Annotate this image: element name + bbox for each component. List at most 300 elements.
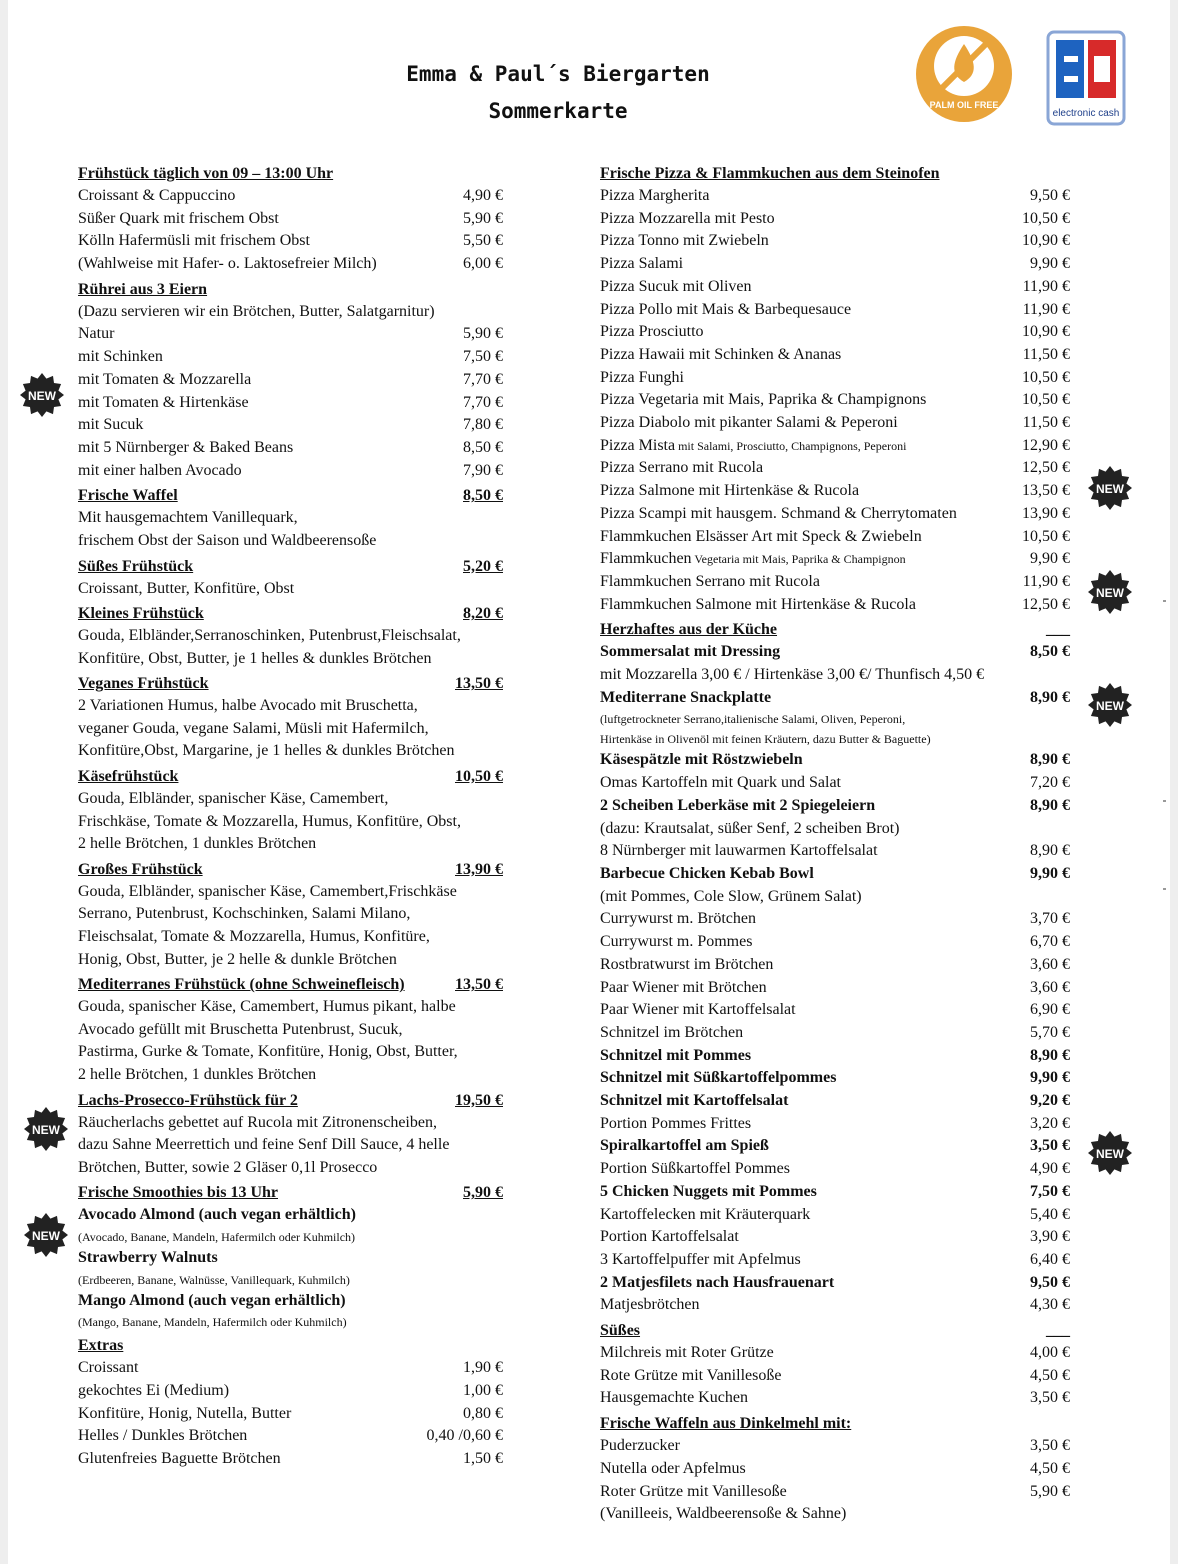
item-detail: mit Salami, Prosciutto, Champignons, Peperoni [675,438,907,453]
item-price: 7,20 € [1030,774,1070,792]
section-title: Käsefrühstück [78,768,179,786]
item-price: 3,20 € [1030,1114,1070,1132]
item-name: 8 Nürnberger mit lauwarmen Kartoffelsalat [600,842,878,860]
item-name: Portion Pommes Frittes [600,1114,752,1132]
new-badge-label: NEW [1096,1147,1124,1161]
menu-item [600,1435,1070,1458]
menu-page [8,0,1170,1564]
smoothie-name: Mango Almond (auch vegan erhältlich) [78,1291,346,1309]
section-description: Honig, Obst, Butter, je 2 helle & dunkle Brötchen [78,950,397,968]
new-badge-icon [1088,466,1132,510]
margin-mark [1163,888,1166,890]
section-description: Konfitüre,Obst, Margarine, je 1 helles & dunkles Brötchen [78,742,455,760]
section-title: Süßes Frühstück [78,557,194,575]
item-price: 8,90 € [1030,842,1070,860]
menu-item [78,253,503,276]
item-name: Pizza Prosciutto [600,323,704,341]
item-name: Pizza Scampi mit hausgem. Schmand & Cherrytomaten [600,504,957,522]
item-name: Schnitzel mit Süßkartoffelpommes [600,1069,837,1087]
menu-item [600,276,1070,299]
menu-item [600,664,1070,687]
menu-item [600,795,1070,818]
menu-item [600,1158,1070,1181]
new-badge-icon [20,373,64,417]
menu-item [600,412,1070,435]
item-name: Pizza Mista mit Salami, Prosciutto, Champignons, Peperoni [600,436,907,454]
section-description: (Dazu servieren wir ein Brötchen, Butter, Salatgarnitur) [78,302,435,320]
new-badge-label: NEW [1096,699,1124,713]
smoothie-name: Strawberry Walnuts [78,1248,218,1266]
item-price: 3,60 € [1030,978,1070,996]
section-heading [78,859,503,881]
item-name: Croissant & Cappuccino [78,187,236,204]
item-price: 9,90 € [1030,864,1070,882]
item-name: mit Tomaten & Mozzarella [78,370,252,388]
menu-item [600,253,1070,276]
section-heading [78,1182,503,1204]
item-name: Süßer Quark mit frischem Obst [78,209,279,227]
item-name: Puderzucker [600,1437,680,1455]
section-description: veganer Gouda, vegane Salami, Müsli mit Hafermilch, [78,719,429,737]
section-price: 5,90 € [463,1184,503,1202]
item-name: Käsespätzle mit Röstzwiebeln [600,751,803,769]
item-name: Helles / Dunkles Brötchen [78,1427,248,1445]
item-price: 5,50 € [463,232,503,250]
item-price: 0,80 € [463,1404,503,1422]
item-detail: Hirtenkäse in Olivenöl mit feinen Kräutern, dazu Butter & Baguette) [600,732,931,747]
item-price: 10,50 € [1022,391,1070,409]
item-price: 3,50 € [1030,1437,1070,1455]
menu-item [600,1045,1070,1068]
menu-item [600,594,1070,617]
section-title: Süßes [600,1322,641,1340]
item-price: 4,50 € [1030,1459,1070,1477]
menu-item [600,321,1070,344]
item-price: 3,90 € [1030,1228,1070,1246]
item-name: Flammkuchen Salmone mit Hirtenkäse & Rucola [600,595,916,613]
menu-item [78,346,503,369]
item-price: 8,50 € [1030,643,1070,661]
section-heading [78,485,503,507]
item-detail: (luftgetrockneter Serrano,italienische Salami, Oliven, Peperoni, [600,712,906,727]
item-name: (dazu: Krautsalat, süßer Senf, 2 scheiben Brot) [600,819,900,837]
section-title: Großes Frühstück [78,860,203,878]
item-name: 2 Scheiben Leberkäse mit 2 Spiegeleiern [600,796,876,814]
palm-oil-free-icon [912,22,1016,126]
electronic-cash-icon [1046,30,1126,126]
menu-item [600,571,1070,594]
section-description: Mit hausgemachtem Vanillequark, [78,509,298,527]
item-price: 7,50 € [463,348,503,366]
item-price: 5,40 € [1030,1205,1070,1223]
item-name: Pizza Sucuk mit Oliven [600,277,752,295]
menu-item [600,526,1070,549]
item-price: 3,50 € [1030,1389,1070,1407]
menu-item [78,1380,503,1403]
ec-text: electronic cash [1052,108,1120,119]
menu-item [600,230,1070,253]
section-description: Räucherlachs gebettet auf Rucola mit Zitronenscheiben, [78,1113,437,1131]
item-name: Milchreis mit Roter Grütze [600,1344,774,1362]
menu-item [600,1481,1070,1504]
menu-item [600,503,1070,526]
new-badge-icon [24,1107,68,1151]
section-heading [78,766,503,788]
margin-mark [1163,800,1166,802]
menu-item [600,749,1070,772]
menu-item [600,840,1070,863]
menu-item [600,1022,1070,1045]
item-name: Flammkuchen Elsässer Art mit Speck & Zwiebeln [600,527,922,545]
section-price: 19,50 € [455,1091,503,1109]
section-description: Gouda, Elbländer, spanischer Käse, Camembert, [78,790,389,808]
menu-item [600,1294,1070,1317]
menu-item [78,392,503,415]
item-name: Pizza Margherita [600,187,710,204]
item-name: Currywurst m. Pommes [600,933,753,951]
section-description: Gouda, spanischer Käse, Camembert, Humus pikant, halbe [78,998,456,1016]
item-price: 8,90 € [1030,751,1070,769]
menu-item [78,1448,503,1471]
smoothie-name: Avocado Almond (auch vegan erhältlich) [78,1206,356,1224]
item-price: 10,90 € [1022,323,1070,341]
item-price: 9,20 € [1030,1092,1070,1110]
menu-item [600,908,1070,931]
section-heading [78,556,503,578]
section-heading [600,1320,1070,1342]
menu-item [600,863,1070,886]
item-price: 5,90 € [463,209,503,227]
section-description: 2 helle Brötchen, 1 dunkles Brötchen [78,1066,317,1084]
item-price: 6,70 € [1030,933,1070,951]
section-trail: ___ [1046,1322,1070,1340]
item-name: mit einer halben Avocado [78,461,242,479]
item-name: Kölln Hafermüsli mit frischem Obst [78,232,310,250]
item-price: 12,50 € [1022,595,1070,613]
item-name: Hausgemachte Kuchen [600,1389,748,1407]
item-name: Rote Grütze mit Vanillesoße [600,1366,782,1384]
item-name: Pizza Salmone mit Hirtenkäse & Rucola [600,482,860,500]
menu-item [600,1387,1070,1410]
item-name: Paar Wiener mit Brötchen [600,978,767,996]
item-name: Rostbratwurst im Brötchen [600,955,774,973]
item-price: 10,50 € [1022,527,1070,545]
section-description: Brötchen, Butter, sowie 2 Gläser 0,1l Prosecco [78,1158,378,1176]
item-name: Pizza Mozzarella mit Pesto [600,209,775,227]
section-trail: ___ [1046,621,1070,639]
menu-item [78,1403,503,1426]
item-name: mit Mozzarella 3,00 € / Hirtenkäse 3,00 €/ Thunfisch 4,50 € [600,666,985,684]
item-price: 4,90 € [463,187,503,204]
menu-item [600,1135,1070,1158]
item-price: 11,50 € [1022,414,1070,432]
section-title: Rührei aus 3 Eiern [78,280,208,298]
item-name: Currywurst m. Brötchen [600,910,756,928]
item-name: (Wahlweise mit Hafer- o. Laktosefreier Milch) [78,255,377,273]
menu-item [600,886,1070,909]
section-title: Extras [78,1337,124,1355]
item-price: 7,80 € [463,416,503,434]
item-name: mit Sucuk [78,416,144,434]
new-badge-icon [1088,1131,1132,1175]
item-name: Pizza Tonno mit Zwiebeln [600,232,769,250]
menu-item [600,185,1070,208]
item-price: 8,90 € [1030,688,1070,706]
item-name: Paar Wiener mit Kartoffelsalat [600,1001,796,1019]
item-price: 7,70 € [463,393,503,411]
new-badge-icon [1088,683,1132,727]
item-name: 5 Chicken Nuggets mit Pommes [600,1182,817,1200]
section-heading [78,673,503,695]
item-name: Flammkuchen Vegetaria mit Mais, Paprika & Champignon [600,550,906,568]
item-price: 4,90 € [1030,1160,1070,1178]
item-price: 6,40 € [1030,1250,1070,1268]
section-description: Serrano, Putenbrust, Kochschinken, Salami Milano, [78,905,411,923]
section-description: Konfitüre, Obst, Butter, je 1 helles & dunkles Brötchen [78,649,432,667]
menu-item [600,457,1070,480]
item-price: 12,90 € [1022,436,1070,454]
item-price: 7,90 € [463,461,503,479]
item-detail: Vegetaria mit Mais, Paprika & Champignon [691,552,906,567]
menu-item [600,1090,1070,1113]
menu-item [600,1249,1070,1272]
menu-item [600,208,1070,231]
section-heading [78,603,503,625]
menu-item [600,480,1070,503]
item-name: Pizza Serrano mit Rucola [600,459,764,477]
section-price: 13,50 € [455,675,503,693]
item-name: Pizza Funghi [600,368,684,386]
menu-item [600,1067,1070,1090]
margin-mark [1163,600,1166,602]
item-price: 6,90 € [1030,1001,1070,1019]
section-price: 13,90 € [455,860,503,878]
menu-item [600,999,1070,1022]
item-price: 13,90 € [1022,504,1070,522]
item-price: 9,50 € [1030,187,1070,204]
section-price: 10,50 € [455,768,503,786]
item-name: mit Tomaten & Hirtenkäse [78,393,249,411]
item-name: Omas Kartoffeln mit Quark und Salat [600,774,841,792]
item-name: Pizza Diabolo mit pikanter Salami & Peperoni [600,414,898,432]
item-name: 2 Matjesfilets nach Hausfrauenart [600,1273,835,1291]
item-name: Pizza Salami [600,255,684,273]
right-column [600,160,1070,1526]
item-name: Sommersalat mit Dressing [600,643,781,661]
item-price: 10,90 € [1022,232,1070,250]
section-description: Pastirma, Gurke & Tomate, Konfitüre, Honig, Obst, Butter, [78,1043,458,1061]
item-price: 5,90 € [1030,1482,1070,1500]
section-price: 8,20 € [463,605,503,623]
menu-item [600,1342,1070,1365]
menu-item [78,460,503,483]
section-description: Croissant, Butter, Konfitüre, Obst [78,579,295,597]
section-price: 8,50 € [463,487,503,505]
menu-item [600,772,1070,795]
section-title: Mediterranes Frühstück (ohne Schweinefleisch) [78,976,405,994]
menu-item [600,367,1070,390]
section-heading [78,279,503,301]
left-column [78,160,503,1471]
item-name: Schnitzel mit Pommes [600,1046,752,1064]
item-name: (mit Pommes, Cole Slow, Grünem Salat) [600,887,862,905]
item-name: 3 Kartoffelpuffer mit Apfelmus [600,1250,801,1268]
section-description: (Vanilleeis, Waldbeerensoße & Sahne) [600,1505,847,1523]
menu-item [78,323,503,346]
smoothie-ingredients: (Mango, Banane, Mandeln, Hafermilch oder Kuhmilch) [78,1315,347,1330]
item-price: 4,50 € [1030,1366,1070,1384]
section-description: Gouda, Elbländer, spanischer Käse, Camembert,Frischkäse [78,882,457,900]
item-price: 1,50 € [463,1449,503,1467]
menu-item [78,1425,503,1448]
menu-item [600,1365,1070,1388]
item-name: Roter Grütze mit Vanillesoße [600,1482,787,1500]
section-title: Frische Waffeln aus Dinkelmehl mit: [600,1415,852,1433]
item-name: Flammkuchen Serrano mit Rucola [600,572,820,590]
menu-item [600,818,1070,841]
section-description: Frischkäse, Tomate & Mozzarella, Humus, Konfitüre, Obst, [78,812,461,830]
item-price: 7,50 € [1030,1182,1070,1200]
menu-item [600,641,1070,664]
item-name: Spiralkartoffel am Spieß [600,1137,769,1155]
item-price: 3,70 € [1030,910,1070,928]
menu-item [78,414,503,437]
restaurant-title: Emma & Paul´s Biergarten [406,62,710,86]
item-name: gekochtes Ei (Medium) [78,1381,230,1399]
item-name: mit 5 Nürnberger & Baked Beans [78,438,294,456]
new-badge-icon [1088,570,1132,614]
item-name: Mediterrane Snackplatte [600,688,772,706]
item-price: 9,90 € [1030,550,1070,568]
new-badge-label: NEW [1096,586,1124,600]
section-title: Kleines Frühstück [78,605,204,623]
section-title: Frische Pizza & Flammkuchen aus dem Steinofen [600,165,940,182]
item-price: 9,90 € [1030,255,1070,273]
item-price: 4,30 € [1030,1296,1070,1314]
section-heading [600,1413,1070,1435]
item-name: Barbecue Chicken Kebab Bowl [600,864,814,882]
menu-item [600,954,1070,977]
new-badge-label: NEW [1096,482,1124,496]
item-price: 9,90 € [1030,1069,1070,1087]
item-name: Pizza Vegetaria mit Mais, Paprika & Champignons [600,391,927,409]
item-price: 1,00 € [463,1381,503,1399]
menu-item [78,1357,503,1380]
item-price: 11,50 € [1022,345,1070,363]
section-description: frischem Obst der Saison und Waldbeerensoße [78,531,377,549]
menu-item [78,369,503,392]
section-title: Frische Smoothies bis 13 Uhr [78,1184,278,1202]
item-name: Natur [78,325,115,343]
section-description: dazu Sahne Meerrettich und feine Senf Dill Sauce, 4 helle [78,1136,450,1154]
item-name: Schnitzel mit Kartoffelsalat [600,1092,789,1110]
section-title: Frühstück täglich von 09 – 13:00 Uhr [78,165,334,182]
section-title: Frische Waffel [78,487,178,505]
menu-item [600,1181,1070,1204]
new-badge-label: NEW [32,1123,60,1137]
item-price: 6,00 € [463,255,503,273]
section-description: Fleischsalat, Tomate & Mozzarella, Humus, Konfitüre, [78,928,430,946]
item-price: 10,50 € [1022,209,1070,227]
item-price: 3,50 € [1030,1137,1070,1155]
menu-item [600,1458,1070,1481]
item-price: 3,60 € [1030,955,1070,973]
item-name: Pizza Pollo mit Mais & Barbequesauce [600,300,852,318]
section-description: Avocado gefüllt mit Bruschetta Putenbrust, Sucuk, [78,1020,403,1038]
item-name: mit Schinken [78,348,163,366]
item-name: Schnitzel im Brötchen [600,1023,744,1041]
menu-item [78,208,503,231]
section-title: Herzhaftes aus der Küche [600,621,778,639]
item-name: Matjesbrötchen [600,1296,700,1314]
section-description: 2 helle Brötchen, 1 dunkles Brötchen [78,835,317,853]
item-name: Nutella oder Apfelmus [600,1459,746,1477]
item-name: Konfitüre, Honig, Nutella, Butter [78,1404,292,1422]
menu-item [78,185,503,208]
smoothie-ingredients: (Avocado, Banane, Mandeln, Hafermilch oder Kuhmilch) [78,1229,356,1244]
item-price: 8,50 € [463,438,503,456]
item-price: 5,70 € [1030,1023,1070,1041]
item-price: 4,00 € [1030,1344,1070,1362]
menu-item [600,1113,1070,1136]
item-name: Kartoffelecken mit Kräuterquark [600,1205,811,1223]
item-price: 10,50 € [1022,368,1070,386]
menu-subtitle: Sommerkarte [488,99,628,123]
item-name: Pizza Hawaii mit Schinken & Ananas [600,345,842,363]
item-price: 9,50 € [1030,1273,1070,1291]
menu-item [600,1204,1070,1227]
item-price: 12,50 € [1022,459,1070,477]
item-price: 0,40 /0,60 € [426,1427,503,1445]
item-name: Glutenfreies Baguette Brötchen [78,1449,281,1467]
item-price: 1,90 € [463,1359,503,1377]
menu-item [600,548,1070,571]
item-price: 8,90 € [1030,1046,1070,1064]
section-description: Gouda, Elbländer,Serranoschinken, Putenbrust,Fleischsalat, [78,627,461,645]
palm-oil-text: PALM OIL FREE [929,100,999,110]
menu-item [78,230,503,253]
section-price: 5,20 € [463,557,503,575]
menu-item [78,437,503,460]
section-title: Veganes Frühstück [78,675,209,693]
section-heading [600,619,1070,641]
section-heading [78,163,503,185]
section-price: 13,50 € [455,976,503,994]
smoothie-ingredients: (Erdbeeren, Banane, Walnüsse, Vanillequark, Kuhmilch) [78,1272,350,1287]
menu-item [600,389,1070,412]
menu-item [600,977,1070,1000]
item-price: 5,90 € [463,325,503,343]
item-name: Portion Kartoffelsalat [600,1228,739,1246]
menu-item [600,299,1070,322]
menu-item [600,435,1070,458]
new-badge-label: NEW [28,389,56,403]
section-description: 2 Variationen Humus, halbe Avocado mit Bruschetta, [78,697,418,715]
section-heading [78,1090,503,1112]
item-price: 13,50 € [1022,482,1070,500]
item-price: 8,90 € [1030,796,1070,814]
new-badge-icon [24,1213,68,1257]
section-title: Lachs-Prosecco-Frühstück für 2 [78,1091,298,1109]
item-price: 11,90 € [1022,277,1070,295]
menu-item [600,931,1070,954]
menu-item [600,344,1070,367]
section-heading [78,1335,503,1357]
section-heading [78,974,503,996]
menu-item [600,687,1070,710]
menu-item [600,1272,1070,1295]
item-price: 11,90 € [1022,300,1070,318]
